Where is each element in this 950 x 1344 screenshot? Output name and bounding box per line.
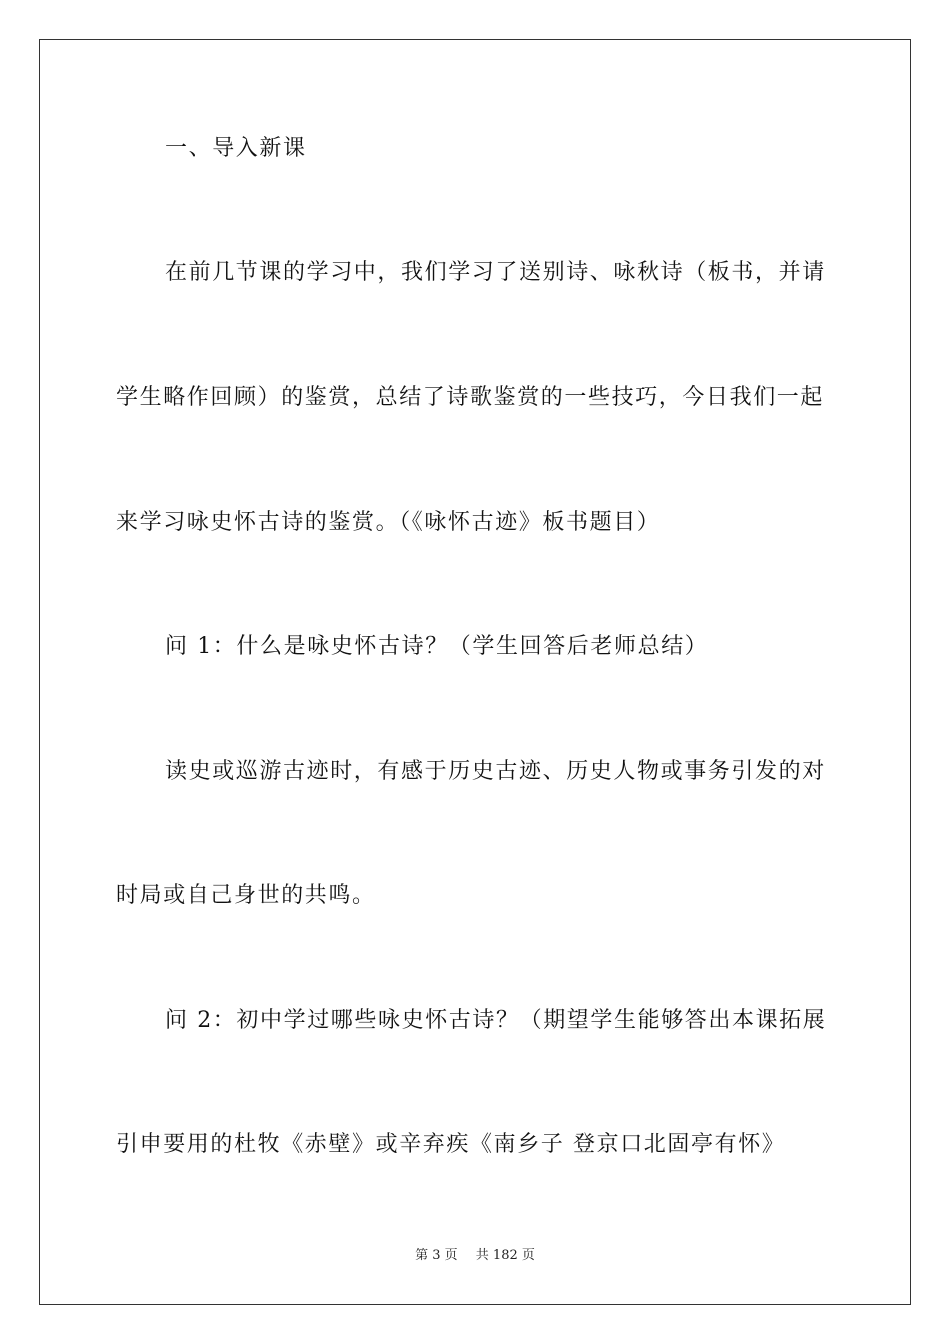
section-heading: 一、导入新课 — [165, 136, 307, 161]
paragraph-line: 读史或巡游古迹时，有感于历史古迹、历史人物或事务引发的对 — [165, 759, 826, 784]
page-footer — [0, 1247, 950, 1265]
paragraph-line: 在前几节课的学习中，我们学习了送别诗、咏秋诗（板书，并请 — [165, 260, 826, 285]
paragraph-line: 引申要用的杜牧《赤壁》或辛弃疾《南乡子 登京口北固亭有怀》 — [116, 1132, 786, 1157]
question-2: 问 2：初中学过哪些咏史怀古诗？（期望学生能够答出本课拓展 — [165, 1008, 827, 1033]
paragraph-line: 学生略作回顾）的鉴赏，总结了诗歌鉴赏的一些技巧，今日我们一起 — [116, 385, 825, 410]
page-border — [39, 39, 911, 1305]
page-total: 共 182 页 — [475, 1248, 535, 1263]
page-number: 第 3 页 — [415, 1248, 458, 1263]
question-1: 问 1：什么是咏史怀古诗？（学生回答后老师总结） — [165, 634, 709, 659]
paragraph-line: 来学习咏史怀古诗的鉴赏。（《咏怀古迹》板书题目） — [116, 510, 661, 535]
paragraph-line: 时局或自己身世的共鸣。 — [116, 883, 376, 908]
